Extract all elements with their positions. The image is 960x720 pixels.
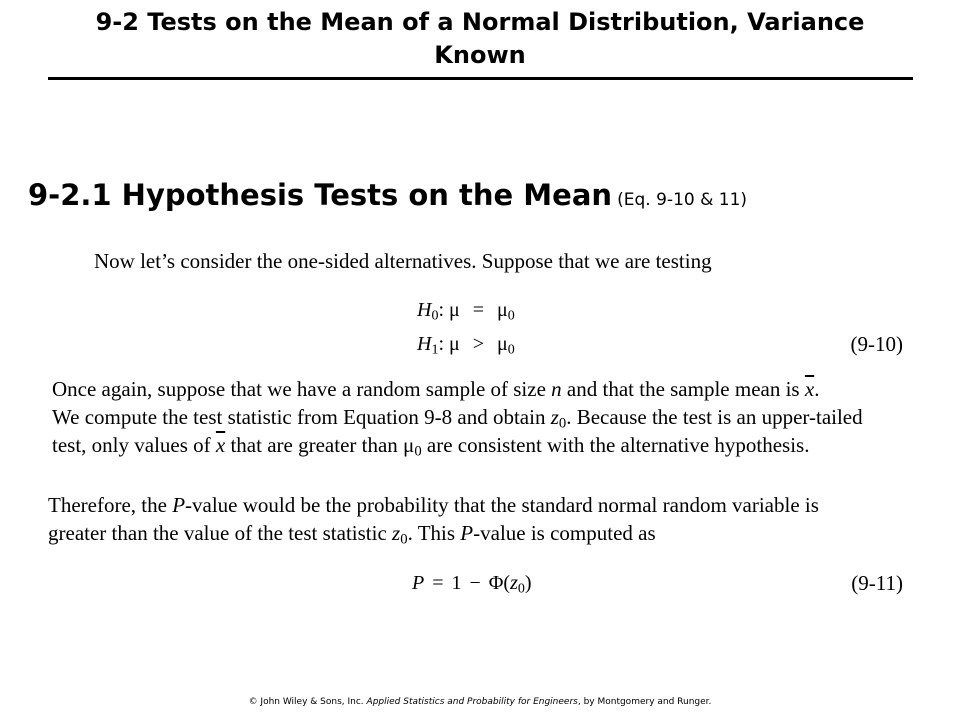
h1-mu0: μ (497, 333, 508, 355)
formula-p: P (412, 572, 425, 594)
h1-subscript: 1 (431, 342, 439, 358)
footer-authors: , by Montgomery and Runger. (577, 697, 712, 707)
paragraph-test-statistic (52, 375, 863, 459)
paragraph2-line1: Therefore, the P-value would be the probability that the standard normal random variable is (48, 493, 819, 517)
h0-symbol: H (417, 299, 432, 321)
sample-mean-xbar-2: $\overline{x}$ (215, 433, 226, 457)
paragraph1-line2: We compute the test statistic from Equation 9-8 and obtain $z_0$. Because the test is an upper-tailed (52, 405, 863, 432)
h0-mu0-subscript: 0 (507, 308, 515, 324)
footer-book-title: Applied Statistics and Probability for Engineers (366, 697, 578, 707)
paragraph1-line1: Once again, suppose that we have a random sample of size n and that the sample mean is $\overline{x}$. (52, 377, 820, 401)
h0-subscript: 0 (431, 308, 439, 324)
h1-relation: > (472, 333, 485, 355)
footer-citation (0, 697, 960, 707)
phi-symbol: Φ( (488, 572, 511, 594)
footer-copyright: © John Wiley & Sons, Inc. (248, 697, 364, 707)
intro-text: Now let’s consider the one-sided alternatives. Suppose that we are testing (94, 249, 712, 273)
paragraph-p-value (48, 491, 819, 547)
paragraph1-line3: test, only values of $\overline{x}$ that are greater than $\mu_0$ are consistent with the alternative hypothesis. (52, 433, 810, 460)
p-value-formula: $P = 1 - \Phi(z_0)$ (412, 572, 532, 597)
alternative-hypothesis: $H_1$: $\mu > \mu_0$ (417, 333, 515, 358)
slide-title: 9-2 Tests on the Mean of a Normal Distribution, Variance Known (95, 8, 865, 69)
z0-symbol: z (550, 405, 559, 429)
h0-mu0: μ (497, 299, 508, 321)
section-heading (28, 178, 747, 212)
sample-size-n: n (551, 377, 562, 401)
h1-mu0-subscript: 0 (507, 342, 515, 358)
section-heading-text: 9-2.1 Hypothesis Tests on the Mean (28, 178, 613, 212)
equation-number-9-10: (9-10) (850, 332, 903, 356)
sample-mean-xbar: $\overline{x}$ (804, 377, 815, 401)
h1-param: μ (449, 333, 460, 355)
h0-relation: = (472, 299, 485, 321)
paragraph2-line2: greater than the value of the test statistic $z_0$. This P-value is computed as (48, 521, 656, 548)
h1-symbol: H (417, 333, 432, 355)
h0-param: μ (449, 299, 460, 321)
equation-number-9-11: (9-11) (851, 571, 903, 595)
title-underline (48, 77, 913, 80)
mu0-symbol: μ (403, 433, 415, 457)
z0-symbol-2: z (392, 521, 401, 545)
section-equation-reference: (Eq. 9-10 & 11) (617, 190, 748, 210)
p-symbol-2: P (460, 521, 474, 545)
null-hypothesis: $H_0$: $\mu = \mu_0$ (417, 299, 515, 324)
p-symbol: P (172, 493, 186, 517)
